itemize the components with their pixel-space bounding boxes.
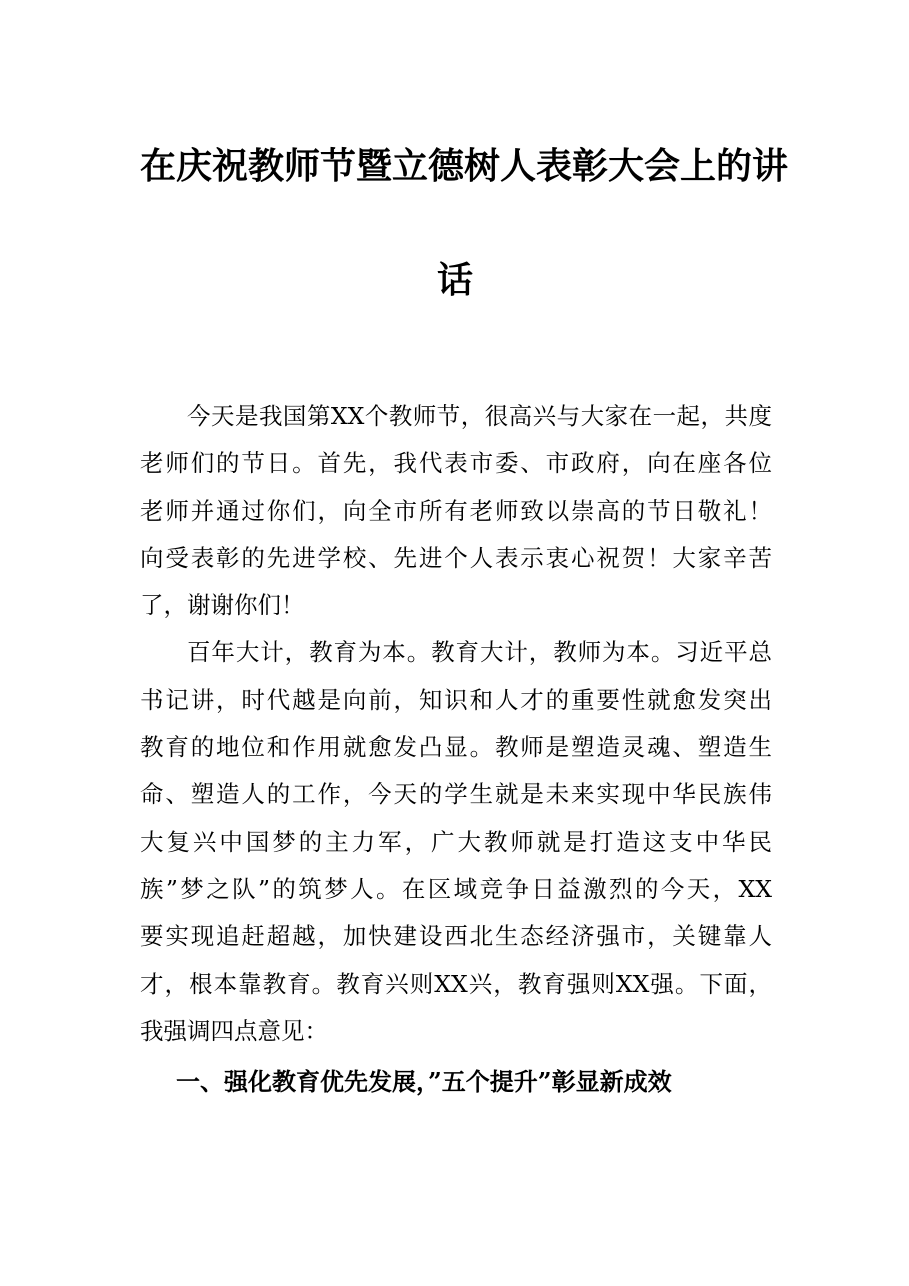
paragraph-2-line-7: 要实现追赶超越，加快建设西北生态经济强市，关键靠人 [140, 922, 772, 951]
paragraph-2-line-1: 百年大计，教育为本。教育大计，教师为本。习近平总 [187, 638, 772, 667]
document-body [140, 393, 772, 1055]
paragraph-2-line-8: 才，根本靠教育。教育兴则XX兴，教育强则XX强。下面， [140, 969, 772, 998]
paragraph-1-line-1: 今天是我国第XX个教师节，很高兴与大家在一起，共度 [187, 402, 772, 430]
paragraph-2-line-4: 命、塑造人的工作，今天的学生就是未来实现中华民族伟 [140, 780, 772, 809]
paragraph-2-line-3: 教育的地位和作用就愈发凸显。教师是塑造灵魂、塑造生 [140, 733, 772, 762]
paragraph-2-line-6: 族”梦之队”的筑梦人。在区域竞争日益激烈的今天，XX [140, 874, 772, 903]
paragraph-1-line-3: 老师并通过你们，向全市所有老师致以崇高的节日敬礼！ [140, 496, 772, 525]
paragraph-1-line-5: 了，谢谢你们！ [140, 591, 305, 620]
paragraph-1-line-4: 向受表彰的先进学校、先进个人表示衷心祝贺！大家辛苦 [140, 543, 772, 572]
section-heading: 一、强化教育优先发展，”五个提升”彰显新成效 [176, 1067, 672, 1096]
paragraph-2-line-9: 我强调四点意见： [140, 1016, 328, 1045]
document-title-line-1: 在庆祝教师节暨立德树人表彰大会上的讲 [140, 145, 789, 187]
paragraph-2-line-2: 书记讲，时代越是向前，知识和人才的重要性就愈发突出 [140, 685, 772, 714]
paragraph-1-line-2: 老师们的节日。首先，我代表市委、市政府，向在座各位 [140, 449, 772, 478]
paragraph-2-line-5: 大复兴中国梦的主力军，广大教师就是打造这支中华民 [140, 827, 772, 856]
document-title-line-2: 话 [436, 259, 473, 301]
